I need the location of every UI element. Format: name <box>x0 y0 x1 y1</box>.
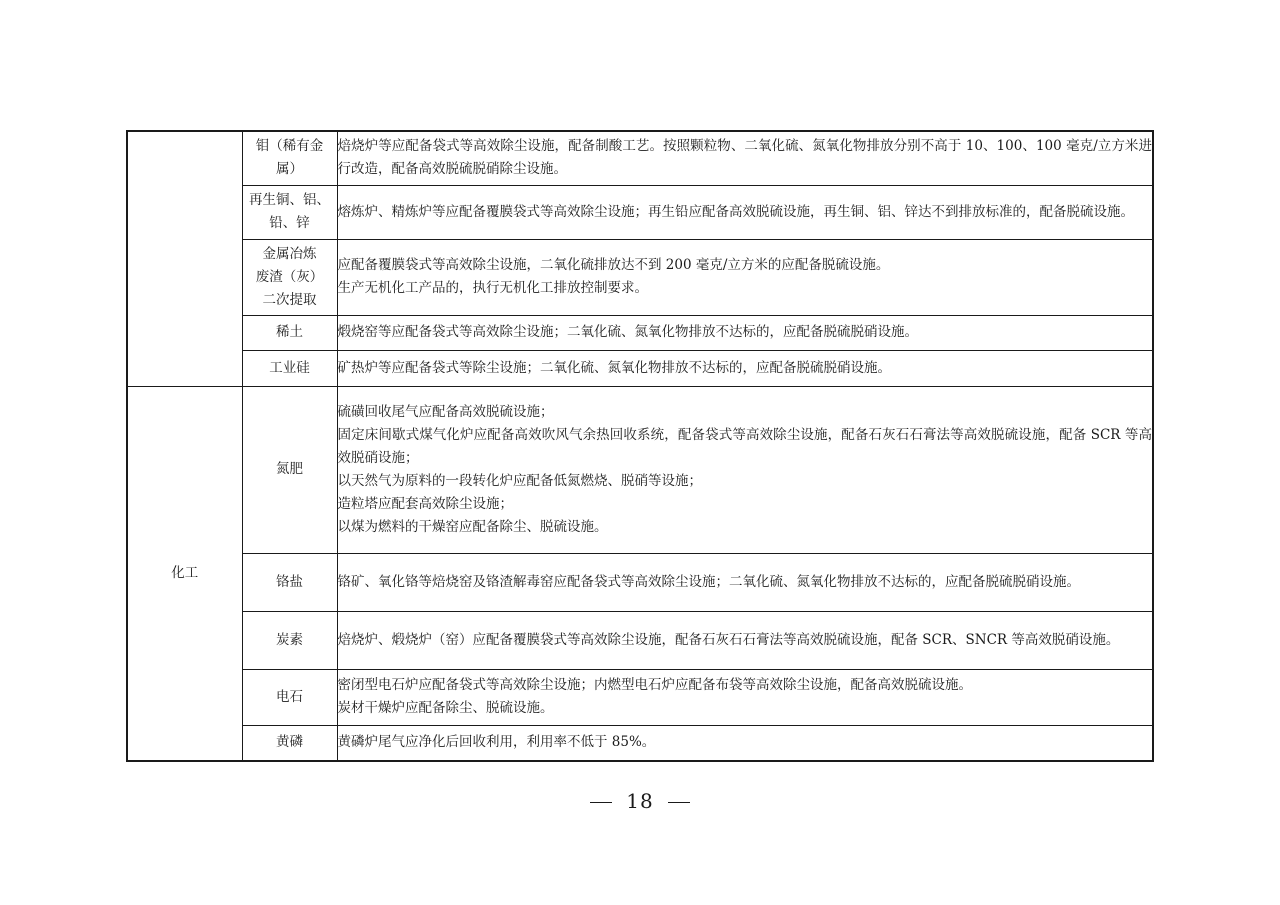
page-number-dash-left <box>590 802 612 803</box>
subcategory-line: 金属冶炼 <box>262 245 317 262</box>
measure-cell <box>337 185 1153 239</box>
subcategory-line: 稀土 <box>276 324 303 340</box>
measure-line: 造粒塔应配套高效除尘设施； <box>337 495 513 512</box>
category-label: 化工 <box>171 564 199 581</box>
subcategory-line: 黄磷 <box>276 734 303 751</box>
category-cell-continued <box>127 131 242 386</box>
measure-line: 熔炼炉、精炼炉等应配备覆膜袋式等高效除尘设施；再生铅应配备高效脱硫设施，再生铜、铝、锌达不到排放标准的，配备脱硫设施。 <box>337 203 1134 220</box>
subcategory-line: 电石 <box>276 688 303 705</box>
page-number-value: 18 <box>626 789 654 813</box>
measure-line: 焙烧炉等应配备袋式等高效除尘设施，配备制酸工艺。按照颗粒物、二氧化硫、氮氧化物排放分别不高于 10、100、100 毫克/立方米进行改造，配备高效脱硫脱硝除尘设施。 <box>337 138 1152 178</box>
table-row <box>127 553 1153 611</box>
subcategory-cell <box>242 315 337 350</box>
measure-line: 密闭型电石炉应配备袋式等高效除尘设施；内燃型电石炉应配备布袋等高效除尘设施，配备高效脱硫设施。 <box>337 677 972 693</box>
page-number-dash-right <box>668 802 690 803</box>
measure-line: 煅烧窑等应配备袋式等高效除尘设施；二氧化硫、氮氧化物排放不达标的，应配备脱硫脱硝设施。 <box>337 324 918 340</box>
measure-cell <box>337 131 1153 185</box>
subcategory-cell <box>242 725 337 761</box>
measure-line: 以天然气为原料的一段转化炉应配备低氮燃烧、脱硝等设施； <box>337 472 702 489</box>
table-row <box>127 315 1153 350</box>
subcategory-line: 铅、锌 <box>269 215 310 231</box>
measure-line: 铬矿、氧化铬等焙烧窑及铬渣解毒窑应配备袋式等高效除尘设施；二氧化硫、氮氧化物排放不达标的，应配备脱硫脱硝设施。 <box>337 573 1080 590</box>
subcategory-line: 二次提取 <box>262 291 317 308</box>
measure-cell <box>337 239 1153 315</box>
subcategory-line: 属） <box>276 161 303 178</box>
measure-cell <box>337 725 1153 761</box>
measure-cell <box>337 553 1153 611</box>
measure-cell <box>337 611 1153 669</box>
measure-line: 生产无机化工产品的，执行无机化工排放控制要求。 <box>337 280 648 296</box>
subcategory-cell <box>242 553 337 611</box>
subcategory-line: 氮肥 <box>276 461 303 477</box>
table-row <box>127 669 1153 725</box>
subcategory-line: 再生铜、铝、 <box>249 192 330 208</box>
measure-cell <box>337 350 1153 386</box>
table-row <box>127 185 1153 239</box>
measure-line: 硫磺回收尾气应配备高效脱硫设施； <box>337 403 554 420</box>
measure-line: 焙烧炉、煅烧炉（窑）应配备覆膜袋式等高效除尘设施，配备石灰石石膏法等高效脱硫设施，配备 SCR、SNCR 等高效脱硝设施。 <box>337 631 1120 648</box>
measure-line: 以煤为燃料的干燥窑应配备除尘、脱硫设施。 <box>337 518 608 535</box>
category-cell <box>127 386 242 761</box>
subcategory-line: 废渣（灰） <box>255 268 324 285</box>
subcategory-line: 炭素 <box>276 631 303 648</box>
table-row <box>127 131 1153 185</box>
table-row <box>127 350 1153 386</box>
measure-cell <box>337 386 1153 553</box>
subcategory-line: 钼（稀有金 <box>255 138 324 155</box>
subcategory-cell <box>242 611 337 669</box>
subcategory-cell <box>242 185 337 239</box>
subcategory-cell <box>242 350 337 386</box>
measure-line: 黄磷炉尾气应净化后回收利用，利用率不低于 85%。 <box>337 734 656 751</box>
subcategory-cell <box>242 239 337 315</box>
subcategory-line: 铬盐 <box>276 573 303 590</box>
measure-line: 固定床间歇式煤气化炉应配备高效吹风气余热回收系统，配备袋式等高效除尘设施，配备石灰石石膏法等高效脱硫设施，配备 SCR 等高效脱硝设施； <box>337 426 1152 466</box>
subcategory-cell <box>242 669 337 725</box>
table-row <box>127 611 1153 669</box>
subcategory-line: 工业硅 <box>269 359 310 376</box>
measure-line: 矿热炉等应配备袋式等除尘设施；二氧化硫、氮氧化物排放不达标的，应配备脱硫脱硝设施。 <box>337 359 891 376</box>
table-row <box>127 239 1153 315</box>
page-number <box>0 789 1280 813</box>
subcategory-cell <box>242 386 337 553</box>
measure-line: 应配备覆膜袋式等高效除尘设施，二氧化硫排放达不到 200 毫克/立方米的应配备脱硫设施。 <box>337 257 890 273</box>
measure-line: 炭材干燥炉应配备除尘、脱硫设施。 <box>337 700 554 716</box>
table-row <box>127 725 1153 761</box>
measure-cell <box>337 315 1153 350</box>
emission-control-table <box>126 130 1154 762</box>
table-row <box>127 386 1153 553</box>
subcategory-cell <box>242 131 337 185</box>
measure-cell <box>337 669 1153 725</box>
